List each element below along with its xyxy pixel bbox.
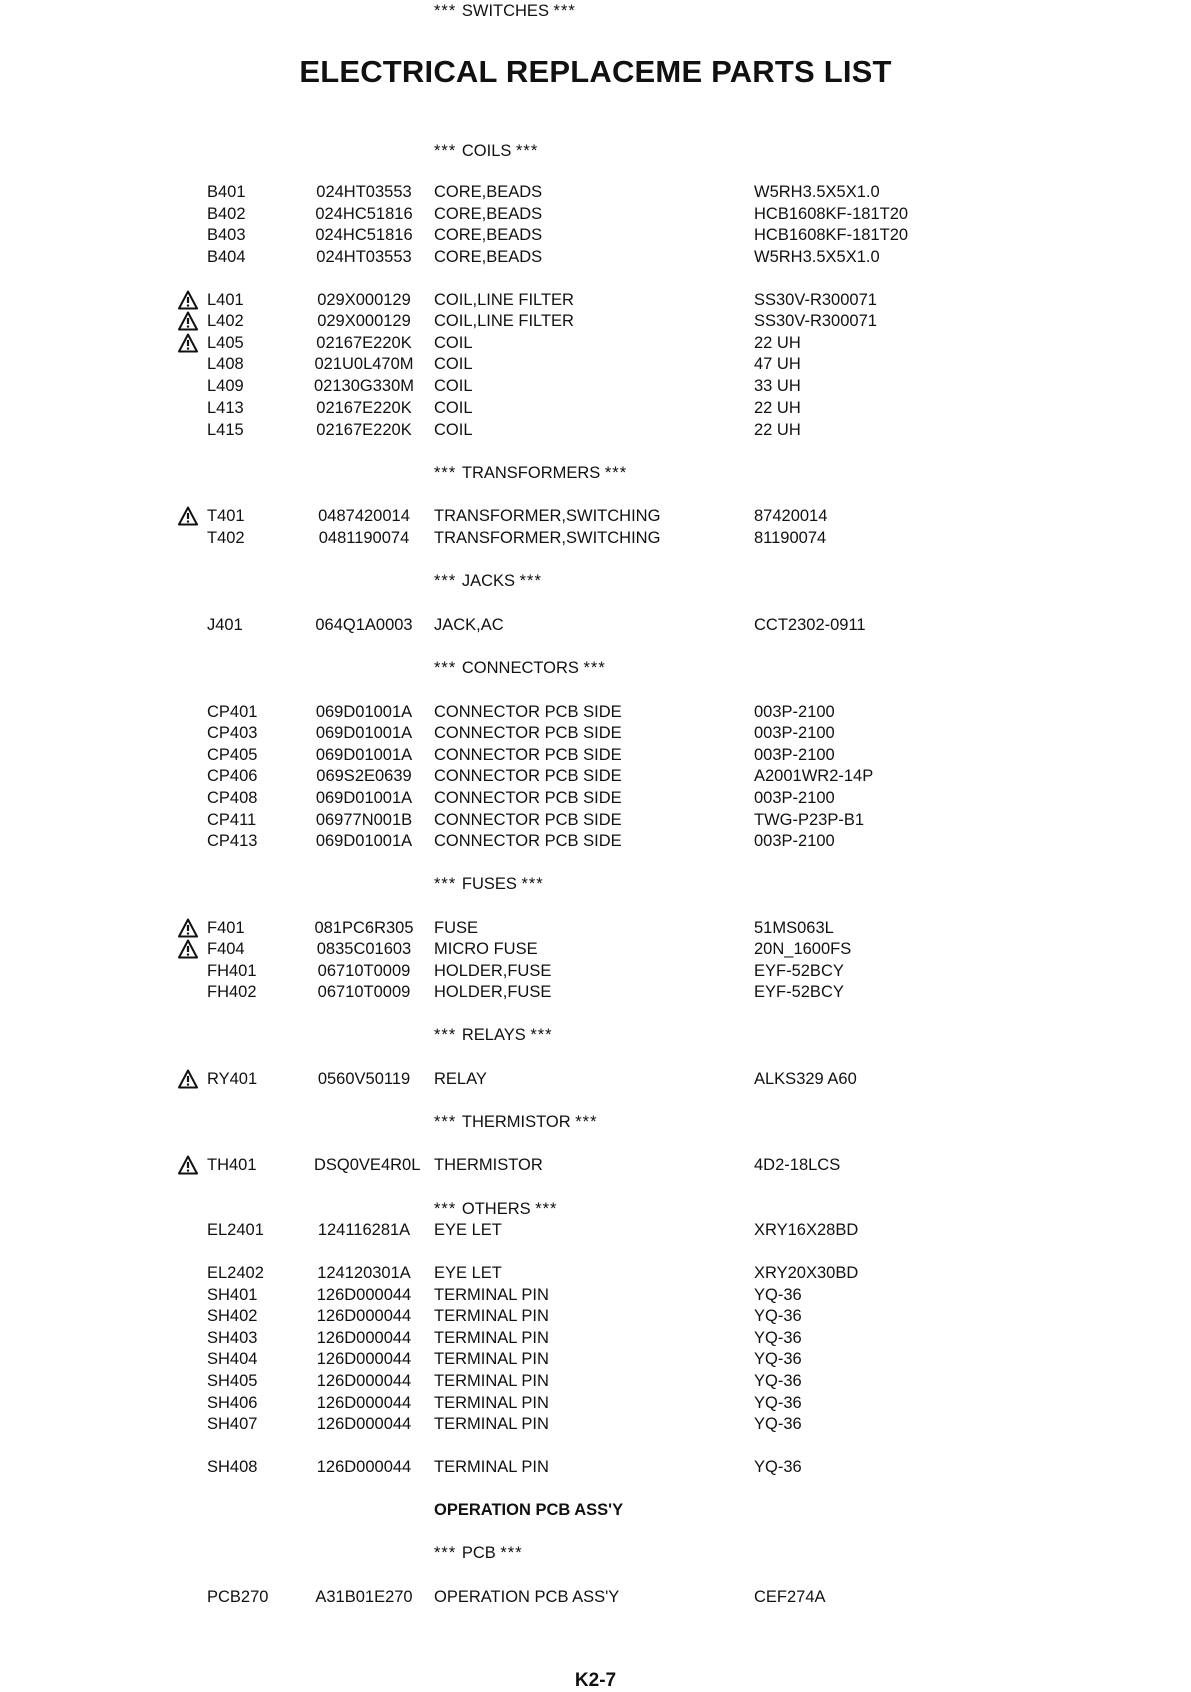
reference-designator: T402 <box>207 529 245 547</box>
part-description: COIL,LINE FILTER <box>434 291 574 309</box>
part-row <box>0 830 1191 852</box>
part-number: 069D01001A <box>315 703 413 721</box>
page-number: K2-7 <box>574 1670 617 1691</box>
part-spec: YQ-36 <box>754 1372 802 1390</box>
part-number: 069D01001A <box>315 789 413 807</box>
part-row <box>0 1586 1191 1608</box>
category-label: SWITCHES <box>461 2 549 20</box>
part-description: COIL <box>434 421 473 439</box>
category-header: *** COILS *** <box>434 142 539 160</box>
part-number: 02167E220K <box>316 421 412 439</box>
part-number: 06977N001B <box>315 811 413 829</box>
part-spec: CCT2302-0911 <box>754 616 866 634</box>
part-number: 029X000129 <box>317 291 411 309</box>
category-label: COILS <box>461 142 512 160</box>
reference-designator: TH401 <box>207 1156 257 1174</box>
part-number: 06710T0009 <box>317 962 411 980</box>
reference-designator: EL2401 <box>207 1221 264 1239</box>
part-spec: 003P-2100 <box>754 703 835 721</box>
safety-warning-icon <box>178 506 198 526</box>
part-description: TERMINAL PIN <box>434 1372 549 1390</box>
safety-warning-icon <box>178 311 198 331</box>
reference-designator: T401 <box>207 507 245 525</box>
reference-designator: L413 <box>207 399 244 417</box>
part-number: 069S2E0639 <box>316 767 412 785</box>
part-row <box>0 809 1191 831</box>
reference-designator: SH407 <box>207 1415 258 1433</box>
part-description: MICRO FUSE <box>434 940 538 958</box>
category-label: RELAYS <box>461 1026 526 1044</box>
part-number: 029X000129 <box>317 312 411 330</box>
part-row <box>0 960 1191 982</box>
part-number: 069D01001A <box>315 832 413 850</box>
part-row <box>0 353 1191 375</box>
category-label: OTHERS <box>461 1200 531 1218</box>
safety-warning-icon <box>178 1069 198 1089</box>
part-row <box>0 397 1191 419</box>
reference-designator: CP405 <box>207 746 258 764</box>
category-label: TRANSFORMERS <box>461 464 601 482</box>
safety-warning-icon <box>178 290 198 310</box>
part-number: 0481190074 <box>318 529 410 547</box>
part-description: JACK,AC <box>434 616 504 634</box>
part-row <box>0 527 1191 549</box>
reference-designator: L408 <box>207 355 244 373</box>
reference-designator: RY401 <box>207 1070 258 1088</box>
part-description: CORE,BEADS <box>434 205 543 223</box>
part-number: 0835C01603 <box>316 940 412 958</box>
part-number: 069D01001A <box>315 746 413 764</box>
part-description: CORE,BEADS <box>434 226 543 244</box>
reference-designator: SH404 <box>207 1350 258 1368</box>
part-description: CONNECTOR PCB SIDE <box>434 746 622 764</box>
part-spec: 81190074 <box>754 529 827 547</box>
reference-designator: B403 <box>207 226 246 244</box>
part-description: TERMINAL PIN <box>434 1415 549 1433</box>
part-spec: A2001WR2-14P <box>754 767 874 785</box>
reference-designator: SH402 <box>207 1307 258 1325</box>
part-spec: SS30V-R300071 <box>754 291 877 309</box>
part-spec: 33 UH <box>754 377 801 395</box>
category-header: *** CONNECTORS *** <box>434 659 606 677</box>
part-row <box>0 1284 1191 1306</box>
part-description: TERMINAL PIN <box>434 1394 549 1412</box>
part-number: 069D01001A <box>315 724 413 742</box>
reference-designator: B402 <box>207 205 246 223</box>
reference-designator: F404 <box>207 940 245 958</box>
part-number: 124120301A <box>317 1264 411 1282</box>
section-title <box>0 1499 1191 1521</box>
reference-designator: CP403 <box>207 724 258 742</box>
part-spec: YQ-36 <box>754 1458 802 1476</box>
part-row <box>0 614 1191 636</box>
safety-warning-icon <box>178 939 198 959</box>
part-number: 126D000044 <box>316 1415 412 1433</box>
part-number: 126D000044 <box>316 1458 412 1476</box>
part-row <box>0 765 1191 787</box>
part-spec: YQ-36 <box>754 1394 802 1412</box>
part-number: 126D000044 <box>316 1329 412 1347</box>
part-row <box>0 744 1191 766</box>
reference-designator: L401 <box>207 291 244 309</box>
reference-designator: L405 <box>207 334 244 352</box>
part-row <box>0 310 1191 332</box>
part-row <box>0 181 1191 203</box>
part-description: TRANSFORMER,SWITCHING <box>434 507 661 525</box>
part-spec: CEF274A <box>754 1588 826 1606</box>
part-description: TERMINAL PIN <box>434 1286 549 1304</box>
safety-warning-icon <box>178 918 198 938</box>
part-number: 081PC6R305 <box>314 919 414 937</box>
part-description: CONNECTOR PCB SIDE <box>434 789 622 807</box>
part-row <box>0 722 1191 744</box>
part-description: COIL,LINE FILTER <box>434 312 574 330</box>
category-header: *** PCB *** <box>434 1544 523 1562</box>
reference-designator: SH401 <box>207 1286 258 1304</box>
reference-designator: F401 <box>207 919 245 937</box>
part-spec: 87420014 <box>754 507 828 525</box>
part-number: 124116281A <box>317 1221 411 1239</box>
part-number: 126D000044 <box>316 1394 412 1412</box>
part-number: 126D000044 <box>316 1307 412 1325</box>
reference-designator: FH401 <box>207 962 257 980</box>
part-description: TERMINAL PIN <box>434 1307 549 1325</box>
part-spec: W5RH3.5X5X1.0 <box>754 183 880 201</box>
part-description: CONNECTOR PCB SIDE <box>434 832 622 850</box>
category-header: *** THERMISTOR *** <box>434 1113 598 1131</box>
part-description: COIL <box>434 334 473 352</box>
part-spec: 4D2-18LCS <box>754 1156 841 1174</box>
part-spec: ALKS329 A60 <box>754 1070 857 1088</box>
part-description: CONNECTOR PCB SIDE <box>434 767 622 785</box>
part-description: THERMISTOR <box>434 1156 543 1174</box>
reference-designator: SH405 <box>207 1372 258 1390</box>
part-spec: 003P-2100 <box>754 724 835 742</box>
part-description: HOLDER,FUSE <box>434 983 552 1001</box>
part-spec: HCB1608KF-181T20 <box>754 226 909 244</box>
part-number: 126D000044 <box>316 1286 412 1304</box>
part-spec: 20N_1600FS <box>754 940 852 958</box>
reference-designator: CP406 <box>207 767 258 785</box>
reference-designator: L402 <box>207 312 244 330</box>
reference-designator: J401 <box>207 616 243 634</box>
part-description: EYE LET <box>434 1221 502 1239</box>
reference-designator: SH403 <box>207 1329 258 1347</box>
part-description: COIL <box>434 399 473 417</box>
part-row <box>0 1370 1191 1392</box>
reference-designator: L415 <box>207 421 244 439</box>
part-row <box>0 1219 1191 1241</box>
part-spec: 51MS063L <box>754 919 834 937</box>
reference-designator: CP401 <box>207 703 258 721</box>
reference-designator: CP413 <box>207 832 258 850</box>
reference-designator: SH408 <box>207 1458 258 1476</box>
part-description: RELAY <box>434 1070 487 1088</box>
category-header: *** OTHERS *** <box>434 1200 558 1218</box>
part-description: FUSE <box>434 919 479 937</box>
part-spec: TWG-P23P-B1 <box>754 811 865 829</box>
part-row <box>0 1413 1191 1435</box>
part-row <box>0 1154 1191 1176</box>
part-description: CONNECTOR PCB SIDE <box>434 724 622 742</box>
category-label: THERMISTOR <box>461 1113 571 1131</box>
category-header: *** TRANSFORMERS *** <box>434 464 628 482</box>
part-number: 02167E220K <box>316 399 412 417</box>
safety-warning-icon <box>178 333 198 353</box>
reference-designator: B401 <box>207 183 246 201</box>
part-row <box>0 1327 1191 1349</box>
part-spec: XRY20X30BD <box>754 1264 859 1282</box>
part-spec: YQ-36 <box>754 1307 802 1325</box>
part-number: 024HT03553 <box>316 183 412 201</box>
category-header: *** SWITCHES *** <box>434 2 576 20</box>
section-label: OPERATION PCB ASS'Y <box>434 1501 624 1519</box>
reference-designator: CP408 <box>207 789 258 807</box>
reference-designator: SH406 <box>207 1394 258 1412</box>
category-label: PCB <box>461 1544 496 1562</box>
part-description: EYE LET <box>434 1264 502 1282</box>
part-spec: 22 UH <box>754 421 801 439</box>
part-spec: XRY16X28BD <box>754 1221 859 1239</box>
part-spec: 003P-2100 <box>754 789 835 807</box>
category-label: CONNECTORS <box>461 659 579 677</box>
part-number: 024HC51816 <box>315 205 413 223</box>
part-description: CORE,BEADS <box>434 183 543 201</box>
part-number: A31B01E270 <box>315 1588 413 1606</box>
part-spec: W5RH3.5X5X1.0 <box>754 248 880 266</box>
part-row <box>0 246 1191 268</box>
part-number: 021U0L470M <box>314 355 414 373</box>
part-spec: 003P-2100 <box>754 832 835 850</box>
part-spec: 22 UH <box>754 334 801 352</box>
safety-warning-icon <box>178 1155 198 1175</box>
reference-designator: EL2402 <box>207 1264 264 1282</box>
part-spec: EYF-52BCY <box>754 983 844 1001</box>
part-row <box>0 289 1191 311</box>
part-number: 02130G330M <box>314 377 414 395</box>
part-row <box>0 1305 1191 1327</box>
part-description: OPERATION PCB ASS'Y <box>434 1588 620 1606</box>
part-description: HOLDER,FUSE <box>434 962 552 980</box>
part-row <box>0 1456 1191 1478</box>
category-header: *** JACKS *** <box>434 572 542 590</box>
reference-designator: FH402 <box>207 983 257 1001</box>
reference-designator: PCB270 <box>207 1588 269 1606</box>
part-row <box>0 203 1191 225</box>
part-spec: 22 UH <box>754 399 801 417</box>
part-number: 02167E220K <box>316 334 412 352</box>
reference-designator: CP411 <box>207 811 257 829</box>
part-number: 024HC51816 <box>315 226 413 244</box>
part-row <box>0 505 1191 527</box>
page-title: ELECTRICAL REPLACEME PARTS LIST <box>299 54 892 89</box>
part-number: 06710T0009 <box>317 983 411 1001</box>
part-spec: 003P-2100 <box>754 746 835 764</box>
part-spec: YQ-36 <box>754 1286 802 1304</box>
part-row <box>0 1392 1191 1414</box>
part-description: COIL <box>434 377 473 395</box>
reference-designator: B404 <box>207 248 246 266</box>
part-spec: YQ-36 <box>754 1415 802 1433</box>
part-description: COIL <box>434 355 473 373</box>
part-spec: 47 UH <box>754 355 801 373</box>
part-row <box>0 981 1191 1003</box>
category-header: *** FUSES *** <box>434 875 544 893</box>
reference-designator: L409 <box>207 377 244 395</box>
category-label: FUSES <box>461 875 517 893</box>
part-row <box>0 224 1191 246</box>
part-number: 0560V50119 <box>317 1070 411 1088</box>
part-row <box>0 1262 1191 1284</box>
part-row <box>0 701 1191 723</box>
part-number: DSQ0VE4R0L <box>314 1156 421 1174</box>
part-description: TERMINAL PIN <box>434 1458 549 1476</box>
part-number: 126D000044 <box>316 1350 412 1368</box>
category-header: *** RELAYS *** <box>434 1026 553 1044</box>
part-number: 126D000044 <box>316 1372 412 1390</box>
part-row <box>0 1068 1191 1090</box>
part-row <box>0 375 1191 397</box>
category-label: JACKS <box>461 572 516 590</box>
part-spec: EYF-52BCY <box>754 962 844 980</box>
part-description: TERMINAL PIN <box>434 1350 549 1368</box>
part-description: TRANSFORMER,SWITCHING <box>434 529 661 547</box>
part-description: CORE,BEADS <box>434 248 543 266</box>
part-number: 064Q1A0003 <box>315 616 413 634</box>
part-spec: YQ-36 <box>754 1350 802 1368</box>
part-description: CONNECTOR PCB SIDE <box>434 703 622 721</box>
part-row <box>0 1348 1191 1370</box>
part-spec: SS30V-R300071 <box>754 312 877 330</box>
part-number: 0487420014 <box>318 507 410 525</box>
part-description: TERMINAL PIN <box>434 1329 549 1347</box>
part-row <box>0 787 1191 809</box>
part-row <box>0 332 1191 354</box>
part-row <box>0 419 1191 441</box>
part-row <box>0 917 1191 939</box>
part-spec: HCB1608KF-181T20 <box>754 205 909 223</box>
part-row <box>0 938 1191 960</box>
part-description: CONNECTOR PCB SIDE <box>434 811 622 829</box>
part-spec: YQ-36 <box>754 1329 802 1347</box>
part-number: 024HT03553 <box>316 248 412 266</box>
